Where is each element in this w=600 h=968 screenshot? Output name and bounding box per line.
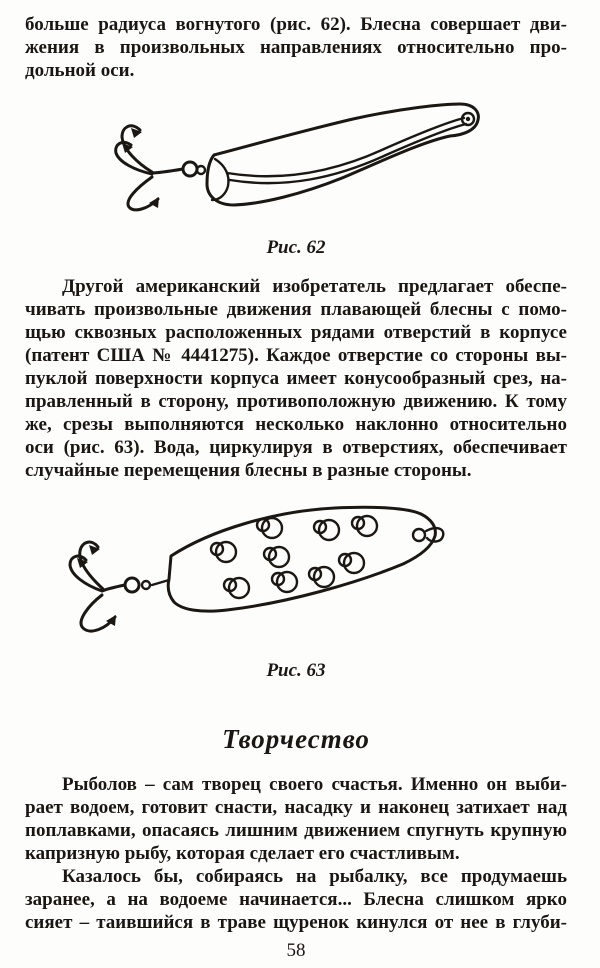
paragraph-4 <box>25 865 567 934</box>
paragraph-1 <box>25 13 567 82</box>
text-line: дольной оси. <box>25 60 135 81</box>
paragraph-3 <box>25 773 567 865</box>
figure-62-caption: Рис. 62 <box>266 237 326 258</box>
section-heading: Творчество <box>222 724 370 754</box>
split-ring <box>183 162 205 176</box>
text-line: случайные перемещения блесны в разные стороны. <box>25 460 472 481</box>
text-line: сияет – таившийся в траве щуренок кинулся от нее в глуби- <box>25 912 567 933</box>
text-line: чивать произвольные движения плавающей блесны с помо- <box>25 299 567 320</box>
figure-63-drawing <box>64 498 529 643</box>
spoon-blade <box>207 104 478 205</box>
split-ring <box>125 578 169 592</box>
paragraph-2 <box>25 275 567 482</box>
holes <box>211 516 377 598</box>
text-line: капризную рыбу, которая сделает его счастливым. <box>25 843 460 864</box>
line-tie-eyelet <box>413 528 443 541</box>
text-line: оси (рис. 63). Вода, циркулируя в отверстиях, обеспечивает <box>25 437 567 458</box>
text-line: Другой американский изобретатель предлагает обеспе- <box>62 276 567 297</box>
text-line: Рыболов – сам творец своего счастья. Именно он выби- <box>62 774 567 795</box>
treble-hook <box>116 126 183 210</box>
text-line: заранее, а на водоеме начинается... Блесна слишком ярко <box>25 889 567 910</box>
text-line: же, срезы выполняются несколько наклонно относительно <box>25 414 567 435</box>
text-line: правленный в сторону, противоположную движению. К тому <box>25 391 567 412</box>
text-line: (патент США № 4441275). Каждое отверстие со стороны вы- <box>25 345 567 366</box>
text-line: щью сквозных расположенных рядами отверстий в корпусе <box>25 322 567 343</box>
text-line: больше радиуса вогнутого (рис. 62). Блесна совершает дви- <box>25 14 567 35</box>
text-line: поплавками, опасаясь лишним движением спугнуть крупную <box>25 820 567 841</box>
figure-62 <box>25 98 567 216</box>
figure-62-drawing <box>101 98 491 216</box>
treble-hook <box>70 542 125 631</box>
text-line: жения в произвольных направлениях относительно про- <box>25 37 567 58</box>
spoon-body <box>168 507 443 611</box>
figure-63 <box>25 498 567 643</box>
text-line: Казалось бы, собираясь на рыбалку, все продумаешь <box>62 866 567 887</box>
figure-63-caption: Рис. 63 <box>266 660 326 681</box>
page-number: 58 <box>286 940 306 961</box>
text-line: рает водоем, готовит снасти, насадку и наконец затихает над <box>25 797 567 818</box>
text-line: пуклой поверхности корпуса имеет конусообразный срез, на- <box>25 368 567 389</box>
